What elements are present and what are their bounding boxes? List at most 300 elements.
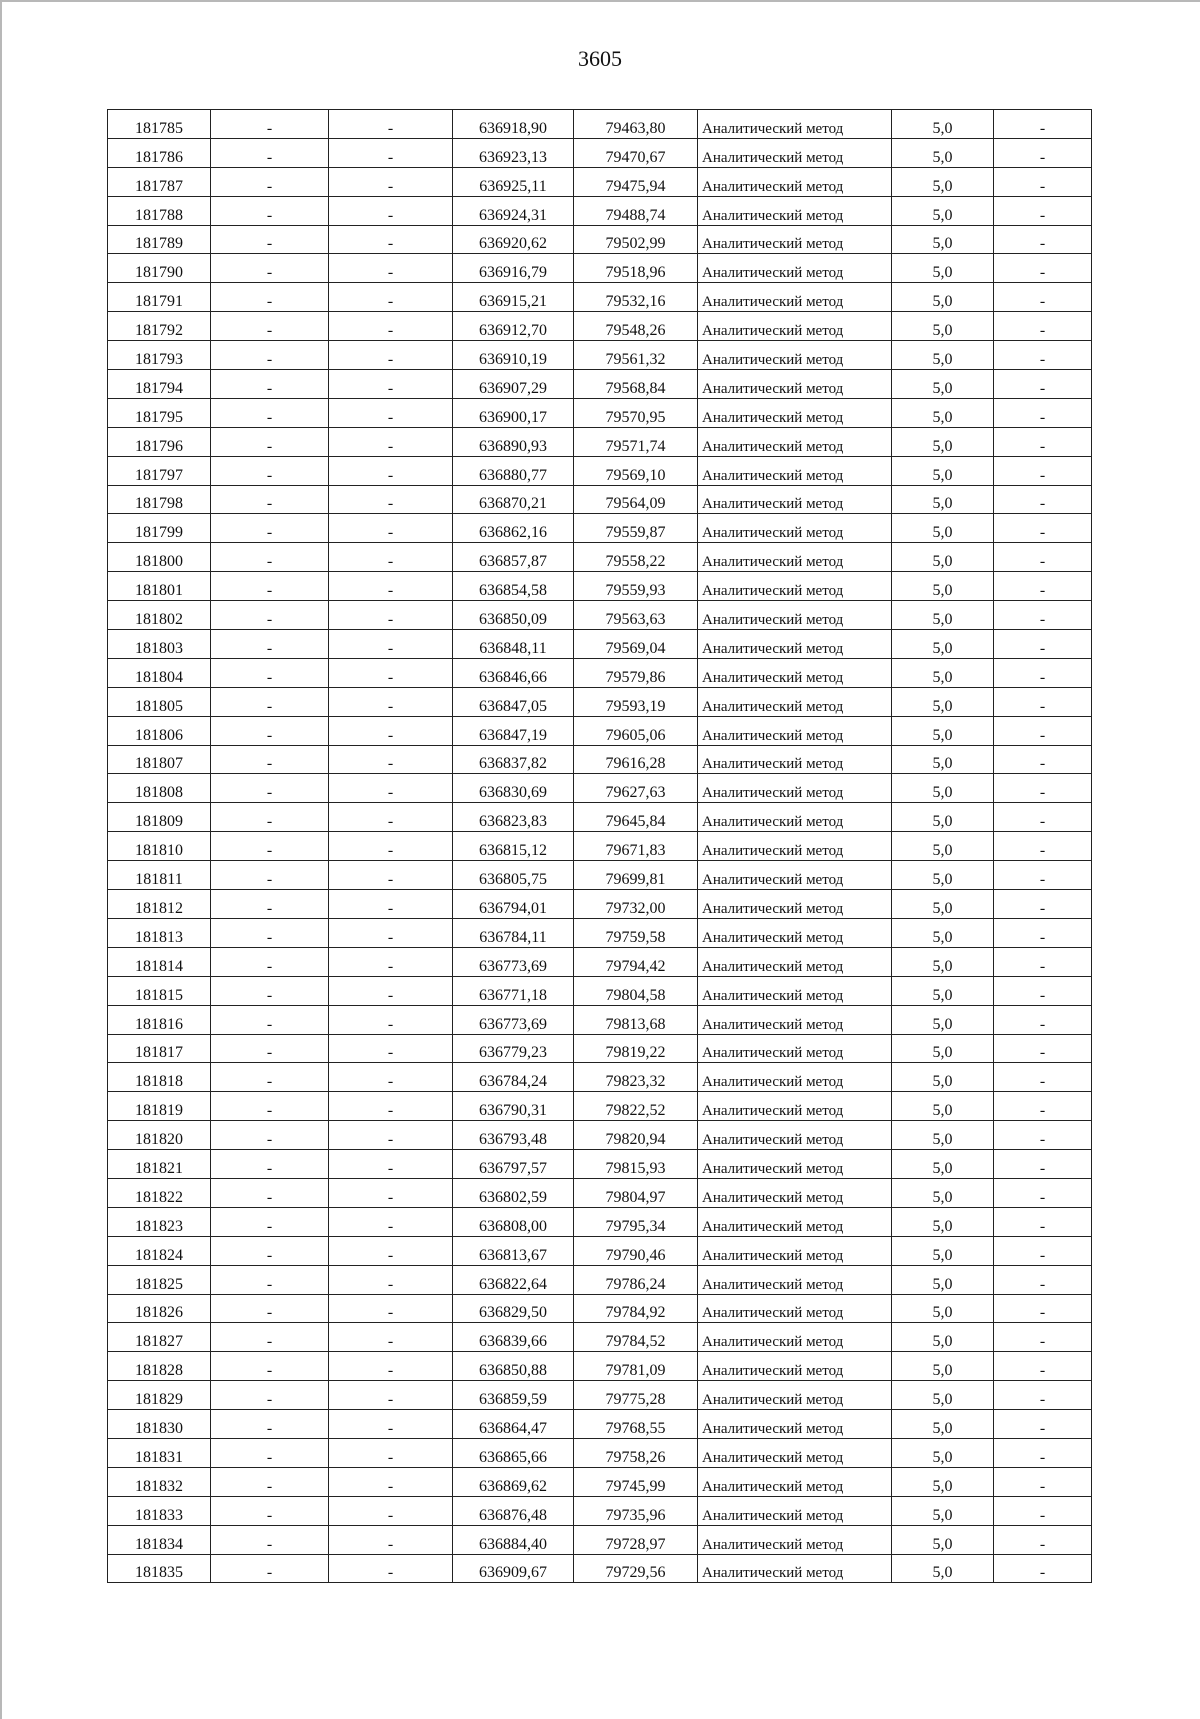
accuracy-cell: 5,0 (892, 312, 994, 341)
table-row (108, 485, 1092, 514)
accuracy-cell: 5,0 (892, 1178, 994, 1207)
empty-cell-3: - (994, 630, 1092, 659)
empty-cell-3: - (994, 976, 1092, 1005)
x-coordinate-cell: 636805,75 (453, 861, 574, 890)
method-cell: Аналитический метод (698, 254, 892, 283)
method-cell: Аналитический метод (698, 370, 892, 399)
empty-cell-3: - (994, 1207, 1092, 1236)
x-coordinate-cell: 636771,18 (453, 976, 574, 1005)
empty-cell-1: - (211, 370, 329, 399)
method-cell: Аналитический метод (698, 947, 892, 976)
empty-cell-3: - (994, 1005, 1092, 1034)
point-number-cell: 181795 (108, 398, 211, 427)
empty-cell-2: - (329, 1323, 453, 1352)
x-coordinate-cell: 636915,21 (453, 283, 574, 312)
table-row (108, 687, 1092, 716)
point-number-cell: 181801 (108, 572, 211, 601)
table-row (108, 918, 1092, 947)
x-coordinate-cell: 636924,31 (453, 196, 574, 225)
table-row (108, 1034, 1092, 1063)
empty-cell-2: - (329, 370, 453, 399)
empty-cell-1: - (211, 1236, 329, 1265)
empty-cell-3: - (994, 167, 1092, 196)
y-coordinate-cell: 79532,16 (574, 283, 698, 312)
method-cell: Аналитический метод (698, 1150, 892, 1179)
method-cell: Аналитический метод (698, 514, 892, 543)
x-coordinate-cell: 636794,01 (453, 890, 574, 919)
point-number-cell: 181813 (108, 918, 211, 947)
accuracy-cell: 5,0 (892, 601, 994, 630)
accuracy-cell: 5,0 (892, 225, 994, 254)
empty-cell-2: - (329, 947, 453, 976)
point-number-cell: 181830 (108, 1410, 211, 1439)
accuracy-cell: 5,0 (892, 890, 994, 919)
method-cell: Аналитический метод (698, 1236, 892, 1265)
point-number-cell: 181829 (108, 1381, 211, 1410)
y-coordinate-cell: 79804,58 (574, 976, 698, 1005)
accuracy-cell: 5,0 (892, 1034, 994, 1063)
empty-cell-3: - (994, 1063, 1092, 1092)
empty-cell-2: - (329, 1554, 453, 1583)
empty-cell-2: - (329, 861, 453, 890)
empty-cell-2: - (329, 1236, 453, 1265)
empty-cell-3: - (994, 1496, 1092, 1525)
empty-cell-2: - (329, 167, 453, 196)
method-cell: Аналитический метод (698, 630, 892, 659)
empty-cell-2: - (329, 745, 453, 774)
empty-cell-3: - (994, 1265, 1092, 1294)
accuracy-cell: 5,0 (892, 1005, 994, 1034)
accuracy-cell: 5,0 (892, 485, 994, 514)
table-row (108, 283, 1092, 312)
empty-cell-1: - (211, 1410, 329, 1439)
accuracy-cell: 5,0 (892, 543, 994, 572)
x-coordinate-cell: 636918,90 (453, 110, 574, 139)
empty-cell-2: - (329, 1352, 453, 1381)
table-row (108, 341, 1092, 370)
y-coordinate-cell: 79548,26 (574, 312, 698, 341)
point-number-cell: 181832 (108, 1467, 211, 1496)
table-row (108, 861, 1092, 890)
empty-cell-3: - (994, 832, 1092, 861)
method-cell: Аналитический метод (698, 283, 892, 312)
empty-cell-3: - (994, 514, 1092, 543)
empty-cell-1: - (211, 398, 329, 427)
method-cell: Аналитический метод (698, 196, 892, 225)
empty-cell-3: - (994, 774, 1092, 803)
method-cell: Аналитический метод (698, 427, 892, 456)
x-coordinate-cell: 636784,24 (453, 1063, 574, 1092)
table-row (108, 1236, 1092, 1265)
table-row (108, 1554, 1092, 1583)
empty-cell-2: - (329, 687, 453, 716)
empty-cell-3: - (994, 745, 1092, 774)
method-cell: Аналитический метод (698, 774, 892, 803)
method-cell: Аналитический метод (698, 1323, 892, 1352)
point-number-cell: 181804 (108, 658, 211, 687)
empty-cell-1: - (211, 1496, 329, 1525)
empty-cell-1: - (211, 283, 329, 312)
table-row (108, 1467, 1092, 1496)
y-coordinate-cell: 79728,97 (574, 1525, 698, 1554)
y-coordinate-cell: 79822,52 (574, 1092, 698, 1121)
accuracy-cell: 5,0 (892, 630, 994, 659)
empty-cell-1: - (211, 687, 329, 716)
accuracy-cell: 5,0 (892, 1410, 994, 1439)
empty-cell-2: - (329, 572, 453, 601)
method-cell: Аналитический метод (698, 1092, 892, 1121)
table-row (108, 1323, 1092, 1352)
method-cell: Аналитический метод (698, 312, 892, 341)
empty-cell-3: - (994, 312, 1092, 341)
method-cell: Аналитический метод (698, 1121, 892, 1150)
empty-cell-2: - (329, 1005, 453, 1034)
x-coordinate-cell: 636854,58 (453, 572, 574, 601)
y-coordinate-cell: 79488,74 (574, 196, 698, 225)
scan-top-edge (0, 0, 1200, 2)
empty-cell-2: - (329, 803, 453, 832)
table-row (108, 196, 1092, 225)
point-number-cell: 181789 (108, 225, 211, 254)
empty-cell-3: - (994, 485, 1092, 514)
y-coordinate-cell: 79579,86 (574, 658, 698, 687)
accuracy-cell: 5,0 (892, 687, 994, 716)
table-row (108, 1265, 1092, 1294)
empty-cell-1: - (211, 456, 329, 485)
empty-cell-1: - (211, 485, 329, 514)
y-coordinate-cell: 79570,95 (574, 398, 698, 427)
empty-cell-3: - (994, 658, 1092, 687)
y-coordinate-cell: 79699,81 (574, 861, 698, 890)
page-number: 3605 (578, 46, 622, 71)
empty-cell-1: - (211, 890, 329, 919)
x-coordinate-cell: 636862,16 (453, 514, 574, 543)
accuracy-cell: 5,0 (892, 514, 994, 543)
x-coordinate-cell: 636857,87 (453, 543, 574, 572)
table-row (108, 1005, 1092, 1034)
point-number-cell: 181825 (108, 1265, 211, 1294)
empty-cell-2: - (329, 1063, 453, 1092)
x-coordinate-cell: 636797,57 (453, 1150, 574, 1179)
accuracy-cell: 5,0 (892, 658, 994, 687)
method-cell: Аналитический метод (698, 572, 892, 601)
empty-cell-2: - (329, 514, 453, 543)
point-number-cell: 181800 (108, 543, 211, 572)
point-number-cell: 181821 (108, 1150, 211, 1179)
empty-cell-1: - (211, 601, 329, 630)
accuracy-cell: 5,0 (892, 1063, 994, 1092)
table-row (108, 543, 1092, 572)
y-coordinate-cell: 79568,84 (574, 370, 698, 399)
empty-cell-1: - (211, 572, 329, 601)
accuracy-cell: 5,0 (892, 370, 994, 399)
method-cell: Аналитический метод (698, 485, 892, 514)
table-row (108, 774, 1092, 803)
y-coordinate-cell: 79627,63 (574, 774, 698, 803)
empty-cell-3: - (994, 1236, 1092, 1265)
empty-cell-2: - (329, 630, 453, 659)
x-coordinate-cell: 636773,69 (453, 947, 574, 976)
x-coordinate-cell: 636870,21 (453, 485, 574, 514)
empty-cell-3: - (994, 1438, 1092, 1467)
empty-cell-2: - (329, 1496, 453, 1525)
table-row (108, 832, 1092, 861)
point-number-cell: 181834 (108, 1525, 211, 1554)
empty-cell-3: - (994, 283, 1092, 312)
point-number-cell: 181817 (108, 1034, 211, 1063)
table-row (108, 1150, 1092, 1179)
method-cell: Аналитический метод (698, 890, 892, 919)
empty-cell-1: - (211, 1323, 329, 1352)
accuracy-cell: 5,0 (892, 196, 994, 225)
x-coordinate-cell: 636847,05 (453, 687, 574, 716)
accuracy-cell: 5,0 (892, 1265, 994, 1294)
empty-cell-1: - (211, 716, 329, 745)
table-row (108, 312, 1092, 341)
y-coordinate-cell: 79518,96 (574, 254, 698, 283)
point-number-cell: 181805 (108, 687, 211, 716)
point-number-cell: 181816 (108, 1005, 211, 1034)
y-coordinate-cell: 79758,26 (574, 1438, 698, 1467)
point-number-cell: 181827 (108, 1323, 211, 1352)
empty-cell-1: - (211, 543, 329, 572)
y-coordinate-cell: 79571,74 (574, 427, 698, 456)
empty-cell-1: - (211, 774, 329, 803)
accuracy-cell: 5,0 (892, 138, 994, 167)
table-row (108, 1525, 1092, 1554)
empty-cell-3: - (994, 1092, 1092, 1121)
y-coordinate-cell: 79645,84 (574, 803, 698, 832)
y-coordinate-cell: 79745,99 (574, 1467, 698, 1496)
point-number-cell: 181796 (108, 427, 211, 456)
point-number-cell: 181819 (108, 1092, 211, 1121)
method-cell: Аналитический метод (698, 341, 892, 370)
empty-cell-3: - (994, 890, 1092, 919)
y-coordinate-cell: 79794,42 (574, 947, 698, 976)
empty-cell-1: - (211, 1092, 329, 1121)
empty-cell-1: - (211, 861, 329, 890)
empty-cell-3: - (994, 225, 1092, 254)
table-row (108, 976, 1092, 1005)
point-number-cell: 181793 (108, 341, 211, 370)
y-coordinate-cell: 79790,46 (574, 1236, 698, 1265)
point-number-cell: 181797 (108, 456, 211, 485)
table-row (108, 947, 1092, 976)
method-cell: Аналитический метод (698, 167, 892, 196)
accuracy-cell: 5,0 (892, 167, 994, 196)
empty-cell-2: - (329, 1438, 453, 1467)
empty-cell-2: - (329, 196, 453, 225)
point-number-cell: 181785 (108, 110, 211, 139)
table-row (108, 110, 1092, 139)
x-coordinate-cell: 636859,59 (453, 1381, 574, 1410)
table-row (108, 254, 1092, 283)
x-coordinate-cell: 636813,67 (453, 1236, 574, 1265)
empty-cell-1: - (211, 1554, 329, 1583)
accuracy-cell: 5,0 (892, 398, 994, 427)
x-coordinate-cell: 636920,62 (453, 225, 574, 254)
table-row (108, 138, 1092, 167)
empty-cell-3: - (994, 716, 1092, 745)
method-cell: Аналитический метод (698, 398, 892, 427)
accuracy-cell: 5,0 (892, 1438, 994, 1467)
empty-cell-2: - (329, 110, 453, 139)
method-cell: Аналитический метод (698, 138, 892, 167)
empty-cell-3: - (994, 254, 1092, 283)
table-row (108, 427, 1092, 456)
empty-cell-2: - (329, 658, 453, 687)
empty-cell-3: - (994, 1121, 1092, 1150)
point-number-cell: 181828 (108, 1352, 211, 1381)
empty-cell-2: - (329, 398, 453, 427)
point-number-cell: 181787 (108, 167, 211, 196)
x-coordinate-cell: 636865,66 (453, 1438, 574, 1467)
method-cell: Аналитический метод (698, 658, 892, 687)
method-cell: Аналитический метод (698, 456, 892, 485)
table-row (108, 601, 1092, 630)
empty-cell-3: - (994, 947, 1092, 976)
method-cell: Аналитический метод (698, 110, 892, 139)
table-row (108, 1121, 1092, 1150)
empty-cell-2: - (329, 1121, 453, 1150)
accuracy-cell: 5,0 (892, 1150, 994, 1179)
point-number-cell: 181831 (108, 1438, 211, 1467)
accuracy-cell: 5,0 (892, 1525, 994, 1554)
empty-cell-3: - (994, 687, 1092, 716)
method-cell: Аналитический метод (698, 543, 892, 572)
table-row (108, 630, 1092, 659)
accuracy-cell: 5,0 (892, 110, 994, 139)
empty-cell-1: - (211, 196, 329, 225)
accuracy-cell: 5,0 (892, 861, 994, 890)
accuracy-cell: 5,0 (892, 947, 994, 976)
empty-cell-2: - (329, 601, 453, 630)
method-cell: Аналитический метод (698, 1381, 892, 1410)
y-coordinate-cell: 79561,32 (574, 341, 698, 370)
empty-cell-1: - (211, 1034, 329, 1063)
empty-cell-2: - (329, 1467, 453, 1496)
point-number-cell: 181818 (108, 1063, 211, 1092)
coordinates-table (107, 109, 1092, 1583)
empty-cell-2: - (329, 1207, 453, 1236)
x-coordinate-cell: 636916,79 (453, 254, 574, 283)
empty-cell-3: - (994, 543, 1092, 572)
x-coordinate-cell: 636884,40 (453, 1525, 574, 1554)
empty-cell-1: - (211, 1525, 329, 1554)
empty-cell-2: - (329, 456, 453, 485)
empty-cell-3: - (994, 1178, 1092, 1207)
method-cell: Аналитический метод (698, 861, 892, 890)
point-number-cell: 181807 (108, 745, 211, 774)
empty-cell-1: - (211, 1352, 329, 1381)
y-coordinate-cell: 79729,56 (574, 1554, 698, 1583)
y-coordinate-cell: 79502,99 (574, 225, 698, 254)
empty-cell-1: - (211, 1467, 329, 1496)
empty-cell-1: - (211, 745, 329, 774)
y-coordinate-cell: 79823,32 (574, 1063, 698, 1092)
method-cell: Аналитический метод (698, 1265, 892, 1294)
empty-cell-3: - (994, 370, 1092, 399)
method-cell: Аналитический метод (698, 1005, 892, 1034)
table-row (108, 1178, 1092, 1207)
y-coordinate-cell: 79795,34 (574, 1207, 698, 1236)
accuracy-cell: 5,0 (892, 976, 994, 1005)
method-cell: Аналитический метод (698, 1178, 892, 1207)
x-coordinate-cell: 636822,64 (453, 1265, 574, 1294)
method-cell: Аналитический метод (698, 918, 892, 947)
x-coordinate-cell: 636910,19 (453, 341, 574, 370)
empty-cell-1: - (211, 976, 329, 1005)
table-row (108, 890, 1092, 919)
empty-cell-3: - (994, 803, 1092, 832)
empty-cell-1: - (211, 254, 329, 283)
point-number-cell: 181823 (108, 1207, 211, 1236)
x-coordinate-cell: 636876,48 (453, 1496, 574, 1525)
accuracy-cell: 5,0 (892, 1467, 994, 1496)
empty-cell-2: - (329, 918, 453, 947)
x-coordinate-cell: 636839,66 (453, 1323, 574, 1352)
empty-cell-3: - (994, 196, 1092, 225)
point-number-cell: 181798 (108, 485, 211, 514)
empty-cell-1: - (211, 1438, 329, 1467)
empty-cell-1: - (211, 1005, 329, 1034)
empty-cell-1: - (211, 1178, 329, 1207)
point-number-cell: 181786 (108, 138, 211, 167)
accuracy-cell: 5,0 (892, 745, 994, 774)
point-number-cell: 181811 (108, 861, 211, 890)
method-cell: Аналитический метод (698, 1294, 892, 1323)
y-coordinate-cell: 79569,10 (574, 456, 698, 485)
x-coordinate-cell: 636847,19 (453, 716, 574, 745)
x-coordinate-cell: 636802,59 (453, 1178, 574, 1207)
y-coordinate-cell: 79470,67 (574, 138, 698, 167)
method-cell: Аналитический метод (698, 976, 892, 1005)
x-coordinate-cell: 636880,77 (453, 456, 574, 485)
y-coordinate-cell: 79559,93 (574, 572, 698, 601)
y-coordinate-cell: 79463,80 (574, 110, 698, 139)
y-coordinate-cell: 79605,06 (574, 716, 698, 745)
accuracy-cell: 5,0 (892, 1554, 994, 1583)
method-cell: Аналитический метод (698, 1207, 892, 1236)
table-row (108, 514, 1092, 543)
method-cell: Аналитический метод (698, 745, 892, 774)
point-number-cell: 181803 (108, 630, 211, 659)
method-cell: Аналитический метод (698, 1525, 892, 1554)
empty-cell-2: - (329, 976, 453, 1005)
point-number-cell: 181812 (108, 890, 211, 919)
empty-cell-3: - (994, 601, 1092, 630)
empty-cell-1: - (211, 918, 329, 947)
empty-cell-2: - (329, 427, 453, 456)
point-number-cell: 181814 (108, 947, 211, 976)
empty-cell-3: - (994, 918, 1092, 947)
method-cell: Аналитический метод (698, 803, 892, 832)
x-coordinate-cell: 636815,12 (453, 832, 574, 861)
accuracy-cell: 5,0 (892, 832, 994, 861)
table-row (108, 1496, 1092, 1525)
x-coordinate-cell: 636808,00 (453, 1207, 574, 1236)
empty-cell-1: - (211, 1207, 329, 1236)
empty-cell-3: - (994, 1525, 1092, 1554)
table-body (108, 110, 1092, 1583)
table-row (108, 1410, 1092, 1439)
y-coordinate-cell: 79569,04 (574, 630, 698, 659)
point-number-cell: 181809 (108, 803, 211, 832)
empty-cell-2: - (329, 254, 453, 283)
empty-cell-2: - (329, 1150, 453, 1179)
accuracy-cell: 5,0 (892, 1236, 994, 1265)
y-coordinate-cell: 79558,22 (574, 543, 698, 572)
